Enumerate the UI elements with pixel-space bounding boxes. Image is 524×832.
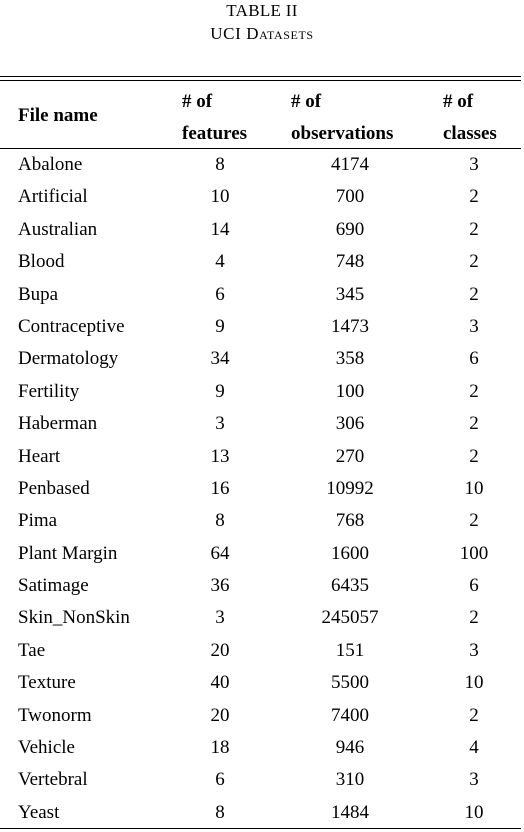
row-observations: 5500 bbox=[331, 672, 369, 694]
header-observations bbox=[291, 86, 393, 150]
row-classes: 10 bbox=[464, 477, 484, 499]
row-observations: 10992 bbox=[326, 477, 374, 499]
row-observations: 345 bbox=[335, 283, 365, 305]
top-rule-outer bbox=[0, 76, 521, 77]
row-classes: 2 bbox=[469, 445, 479, 467]
row-classes: 2 bbox=[469, 283, 479, 305]
row-features: 9 bbox=[215, 380, 225, 402]
row-features: 20 bbox=[210, 639, 230, 661]
header-features bbox=[182, 86, 247, 150]
row-file-name: Fertility bbox=[18, 380, 80, 402]
row-features: 6 bbox=[215, 283, 225, 305]
header-file-name: File name bbox=[18, 105, 98, 126]
row-observations: 700 bbox=[335, 186, 365, 208]
table-row bbox=[0, 344, 521, 376]
row-file-name: Abalone bbox=[18, 154, 83, 175]
bottom-rule bbox=[0, 828, 521, 829]
row-file-name: Texture bbox=[18, 672, 76, 694]
table-label: TABLE II bbox=[226, 1, 298, 20]
row-file-name: Penbased bbox=[18, 477, 90, 499]
row-classes: 2 bbox=[469, 607, 479, 629]
row-features: 18 bbox=[210, 737, 230, 759]
row-file-name: Skin_NonSkin bbox=[18, 607, 130, 629]
row-classes: 3 bbox=[469, 769, 479, 791]
row-file-name: Plant Margin bbox=[18, 542, 118, 564]
row-features: 8 bbox=[215, 510, 225, 532]
header-classes-line2: classes bbox=[443, 123, 497, 144]
row-classes: 4 bbox=[469, 737, 479, 759]
row-observations: 100 bbox=[335, 380, 365, 402]
row-file-name: Vehicle bbox=[18, 737, 75, 759]
row-features: 36 bbox=[210, 575, 230, 597]
row-classes: 10 bbox=[464, 672, 484, 694]
table-row bbox=[0, 442, 521, 474]
row-classes: 2 bbox=[469, 704, 479, 726]
row-classes: 10 bbox=[464, 801, 484, 823]
row-observations: 946 bbox=[335, 737, 365, 759]
row-classes: 2 bbox=[469, 413, 479, 435]
row-classes: 2 bbox=[469, 380, 479, 402]
table-row bbox=[0, 312, 521, 344]
row-features: 4 bbox=[215, 251, 225, 273]
table-row bbox=[0, 668, 521, 700]
row-features: 9 bbox=[215, 315, 225, 337]
row-observations: 310 bbox=[335, 769, 365, 791]
header-features-line2: features bbox=[182, 123, 248, 144]
table-row bbox=[0, 798, 521, 830]
header-rule bbox=[0, 148, 521, 149]
row-file-name: Haberman bbox=[18, 413, 98, 435]
row-file-name: Heart bbox=[18, 445, 61, 467]
row-classes: 2 bbox=[469, 186, 479, 208]
row-observations: 245057 bbox=[321, 607, 379, 629]
row-file-name: Australian bbox=[18, 218, 98, 240]
table-row bbox=[0, 603, 521, 635]
row-file-name: Contraceptive bbox=[18, 315, 125, 337]
table-row bbox=[0, 636, 521, 668]
row-observations: 1473 bbox=[331, 315, 369, 337]
row-observations: 151 bbox=[335, 639, 365, 661]
table-row bbox=[0, 247, 521, 279]
header-features-line1: # of bbox=[182, 91, 213, 112]
row-file-name: Twonorm bbox=[18, 704, 92, 726]
row-observations: 306 bbox=[335, 413, 365, 435]
table-row bbox=[0, 539, 521, 571]
row-features: 64 bbox=[210, 542, 230, 564]
table-row bbox=[0, 182, 521, 214]
row-features: 20 bbox=[210, 704, 230, 726]
row-classes: 3 bbox=[469, 639, 479, 661]
row-file-name: Satimage bbox=[18, 575, 89, 597]
row-features: 34 bbox=[210, 348, 230, 370]
row-observations: 1484 bbox=[331, 801, 369, 823]
header-observations-line2: observations bbox=[291, 123, 394, 144]
row-file-name: Tae bbox=[18, 639, 46, 661]
row-features: 14 bbox=[210, 218, 230, 240]
row-classes: 100 bbox=[459, 542, 489, 564]
table-row bbox=[0, 150, 521, 182]
header-classes-line1: # of bbox=[443, 91, 474, 112]
row-file-name: Pima bbox=[18, 510, 58, 532]
row-file-name: Bupa bbox=[18, 283, 59, 305]
row-file-name: Yeast bbox=[18, 801, 60, 823]
table-row bbox=[0, 280, 521, 312]
row-features: 3 bbox=[215, 607, 225, 629]
row-observations: 270 bbox=[335, 445, 365, 467]
header-classes bbox=[443, 86, 497, 150]
row-classes: 3 bbox=[469, 315, 479, 337]
row-file-name: Blood bbox=[18, 251, 65, 273]
table-row bbox=[0, 765, 521, 797]
table-row bbox=[0, 506, 521, 538]
top-rule-inner bbox=[0, 80, 521, 81]
table-row bbox=[0, 571, 521, 603]
table-row bbox=[0, 701, 521, 733]
table-row bbox=[0, 733, 521, 765]
row-file-name: Vertebral bbox=[18, 769, 88, 791]
row-observations: 6435 bbox=[331, 575, 369, 597]
row-classes: 2 bbox=[469, 510, 479, 532]
row-features: 40 bbox=[210, 672, 230, 694]
table-row bbox=[0, 474, 521, 506]
row-features: 16 bbox=[210, 477, 230, 499]
row-file-name: Artificial bbox=[18, 186, 88, 208]
table-body bbox=[0, 150, 521, 830]
row-observations: 768 bbox=[335, 510, 365, 532]
row-observations: 4174 bbox=[331, 154, 369, 175]
table-row bbox=[0, 409, 521, 441]
table-header bbox=[0, 86, 521, 148]
row-features: 6 bbox=[215, 769, 225, 791]
row-observations: 1600 bbox=[331, 542, 369, 564]
row-features: 8 bbox=[215, 801, 225, 823]
row-features: 8 bbox=[215, 154, 225, 175]
row-classes: 6 bbox=[469, 348, 479, 370]
row-features: 10 bbox=[210, 186, 230, 208]
row-observations: 748 bbox=[335, 251, 365, 273]
table-row bbox=[0, 215, 521, 247]
row-classes: 2 bbox=[469, 218, 479, 240]
row-classes: 3 bbox=[469, 154, 479, 175]
row-observations: 358 bbox=[335, 348, 365, 370]
row-features: 13 bbox=[210, 445, 230, 467]
table-row bbox=[0, 377, 521, 409]
header-observations-line1: # of bbox=[291, 91, 322, 112]
row-observations: 690 bbox=[335, 218, 365, 240]
row-file-name: Dermatology bbox=[18, 348, 119, 370]
row-features: 3 bbox=[215, 413, 225, 435]
row-classes: 2 bbox=[469, 251, 479, 273]
row-classes: 6 bbox=[469, 575, 479, 597]
row-observations: 7400 bbox=[331, 704, 369, 726]
table-title: UCI Datasets bbox=[210, 24, 314, 43]
